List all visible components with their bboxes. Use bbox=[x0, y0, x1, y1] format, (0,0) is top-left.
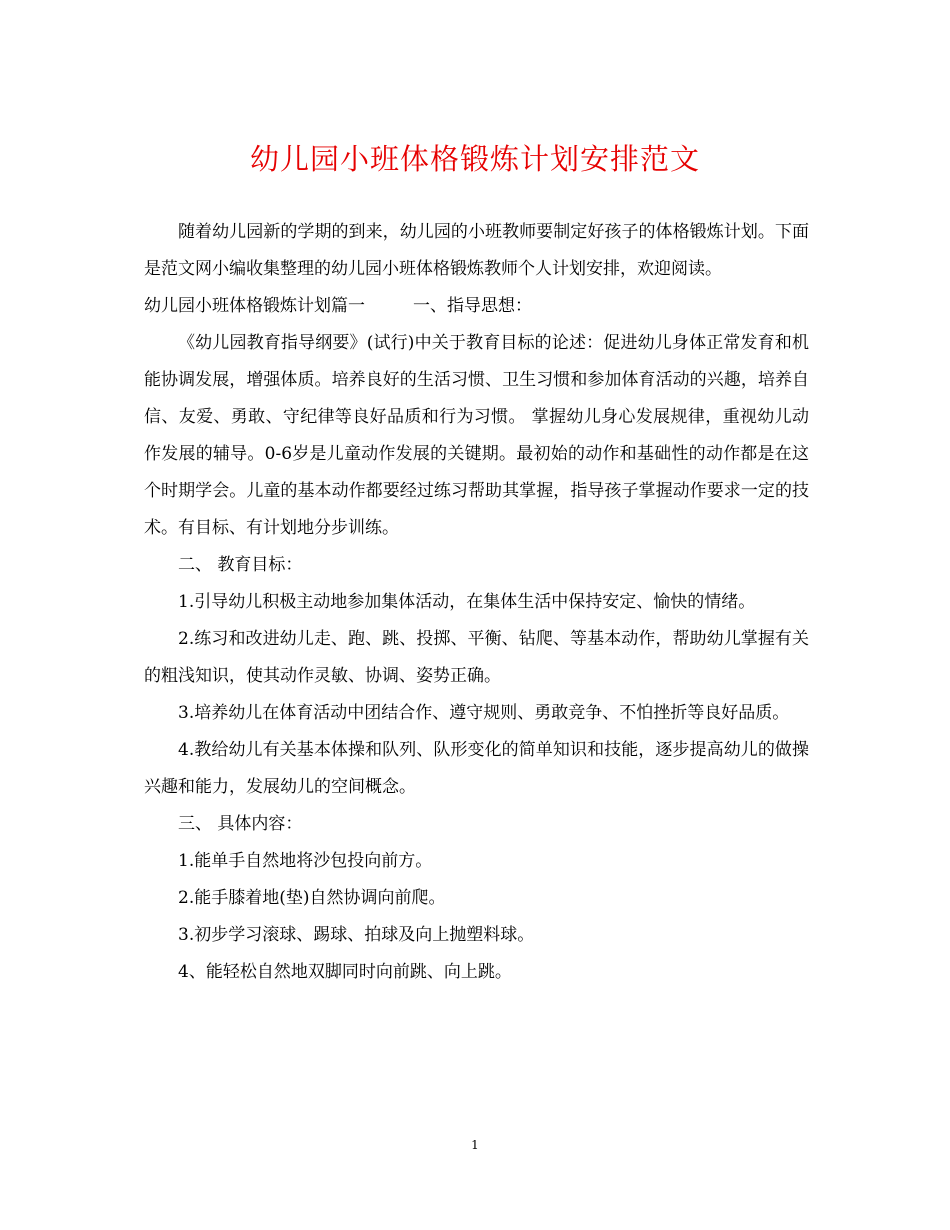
goal-item: 4.教给幼儿有关基本体操和队列、队形变化的简单知识和技能，逐步提高幼儿的做操兴趣和能力，发展幼儿的空间概念。 bbox=[144, 740, 809, 797]
document-title: 幼儿园小班体格锻炼计划安排范文 bbox=[249, 142, 700, 176]
goal-item: 2.练习和改进幼儿走、跑、跳、投掷、平衡、钻爬、等基本动作，帮助幼儿掌握有关的粗浅知识，使其动作灵敏、协调、姿势正确。 bbox=[144, 629, 809, 686]
content-item: 4、能轻松自然地双脚同时向前跳、向上跳。 bbox=[178, 962, 512, 982]
guiding-thought-paragraph: 《幼儿园教育指导纲要》(试行)中关于教育目标的论述：促进幼儿身体正常发育和机能协调发展，增强体质。培养良好的生活习惯、卫生习惯和参加体育活动的兴趣，培养自信、友爱、勇敢、守纪律等良好品质和行为习惯。 掌握幼儿身心发展规律，重视幼儿动作发展的辅导。0-6岁是儿童动作发展的关键期。最初始的动作和基础性的动作都是在这个时期学会。儿童的基本动作都要经过练习帮助其掌握，指导孩子掌握动作要求一定的技术。有目标、有计划地分步训练。 bbox=[144, 333, 809, 538]
page-number: 1 bbox=[471, 1138, 479, 1152]
goal-item: 3.培养幼儿在体育活动中团结合作、遵守规则、勇敢竞争、不怕挫折等良好品质。 bbox=[178, 703, 790, 723]
guiding-thought-heading: 一、指导思想： bbox=[413, 296, 532, 316]
section-label: 幼儿园小班体格锻炼计划篇一 bbox=[144, 296, 365, 316]
education-goals-heading: 二、 教育目标： bbox=[178, 555, 303, 575]
document-body bbox=[144, 214, 809, 991]
intro-paragraph: 随着幼儿园新的学期的到来，幼儿园的小班教师要制定好孩子的体格锻炼计划。下面是范文网小编收集整理的幼儿园小班体格锻炼教师个人计划安排，欢迎阅读。 bbox=[144, 222, 809, 279]
goal-item: 1.引导幼儿积极主动地参加集体活动，在集体生活中保持安定、愉快的情绪。 bbox=[178, 592, 756, 612]
specific-content-heading: 三、 具体内容： bbox=[178, 814, 303, 834]
content-item: 1.能单手自然地将沙包投向前方。 bbox=[178, 851, 433, 871]
content-item: 2.能手膝着地(垫)自然协调向前爬。 bbox=[178, 888, 446, 908]
content-item: 3.初步学习滚球、踢球、拍球及向上抛塑料球。 bbox=[178, 925, 535, 945]
section-heading-line bbox=[144, 288, 809, 325]
